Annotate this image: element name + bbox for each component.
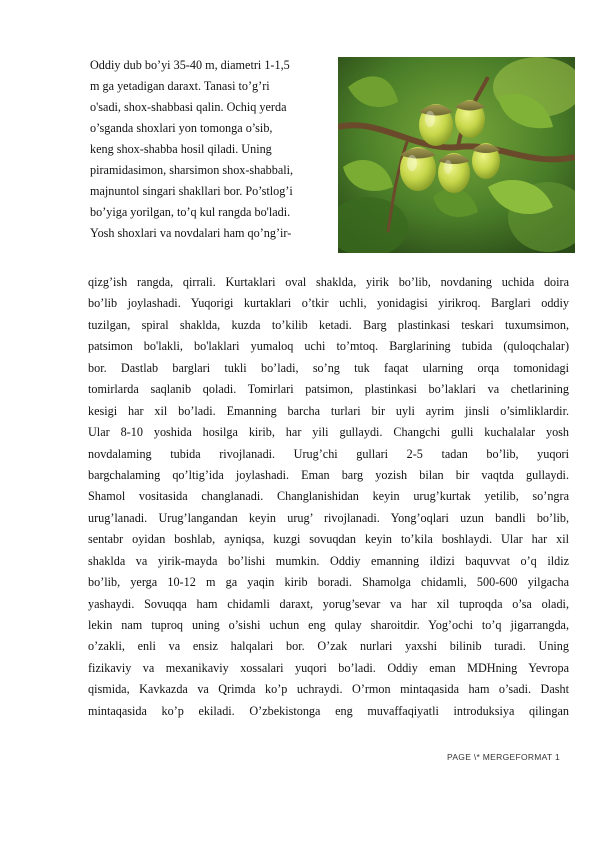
intro-line: bo’yiga yorilgan, to’q kul rangda bo'ladi. — [90, 204, 291, 219]
intro-line: Yosh shoxlari va novdalari ham qo’ng’ir- — [90, 225, 292, 240]
body-line: sentabr oyidan boshlab, ayniqsa, kuzgi sovuqdan keyin to’kila boshlaydi. Ular har xil — [88, 532, 569, 547]
intro-line: piramidasimon, sharsimon shox-shabbali, — [90, 162, 294, 177]
body-line: tomirlarda saqlanib qoladi. Tomirlari patsimon, plastinkasi bo’laklari va chetlarining — [88, 382, 569, 397]
body-line: bo’lib, yerga 10-12 m ga yaqin kirib boradi. Shamolga chidamli, 500-600 yilgacha — [88, 575, 569, 590]
body-line: novdalaming tubida rivojlanadi. Urug’chi gullari 2-5 tadan bo’lib, yuqori — [88, 446, 569, 461]
intro-text-block — [90, 56, 330, 245]
body-line: qizg’ish rangda, qirrali. Kurtaklari oval shaklda, yirik bo’lib, novdaning uchida doira — [88, 275, 569, 289]
body-line: tuzilgan, spiral shaklda, kuzda to’kilib ketadi. Barg plastinkasi teskari tuxumsimon, — [88, 317, 569, 332]
body-line: patsimon bo'lakli, bo'laklari yumaloq uchi to’mtoq. Barglarining tubida (quloqchalar) — [88, 339, 569, 354]
body-line: o’zakli, enli va ensiz halqalari bor. O’zak nurlari yaxshi bilinib turadi. Uning — [88, 639, 569, 654]
intro-line: o’sganda shoxlari yon tomonga o’sib, — [90, 120, 273, 135]
body-text-block — [88, 273, 569, 723]
body-line: shaklda va yirik-mayda bo’lishi mumkin. Oddiy emanning ildizi baquvvat o’q ildiz — [88, 553, 569, 568]
body-line: qismida, Kavkazda va Qrimda ko’p uchraydi. O’rmon mintaqasida ham o’sadi. Dasht — [88, 682, 569, 697]
body-line: kesigi har xil bo’ladi. Emanning barcha turlari bir uyli ayrim jinsli o’simliklardir. — [88, 403, 569, 418]
body-line: fizikaviy va mexanikaviy xossalari yuqori bo’ladi. Oddiy eman MDHning Yevropa — [88, 660, 569, 675]
body-line: bo’lib joylashadi. Yuqorigi kurtaklari o’tkir uchli, yonidagisi yirikroq. Barglari oddiy — [88, 296, 569, 311]
intro-line: m ga yetadigan daraxt. Tanasi to’g’ri — [90, 78, 270, 93]
oak-acorns-photo — [338, 57, 575, 253]
oak-acorns-illustration — [338, 57, 575, 253]
intro-line: majnuntol singari shakllari bor. Po’stlog’i — [90, 183, 293, 198]
body-line: lekin nam tuproq uning o’sishi uchun eng qulay sharoitdir. Yog’ochi to’q jigarrangda, — [88, 618, 569, 632]
body-line: urug’lanadi. Urug’langandan keyin urug’ rivojlanadi. Yong’oqlari uzun bandli bo’lib, — [88, 510, 569, 525]
body-line: mintaqasida ko’p ekiladi. O’zbekistonga eng muvaffaqiyatli introduksiya qilingan — [88, 703, 569, 718]
intro-line: o'sadi, shox-shabbasi qalin. Ochiq yerda — [90, 99, 287, 114]
intro-line: keng shox-shabba hosil qiladi. Uning — [90, 141, 272, 156]
page-field-footer: PAGE \* MERGEFORMAT 1 — [447, 752, 561, 762]
body-line: yashaydi. Sovuqqa ham chidamli daraxt, yorug’sevar va har xil tuproqda o’sa oladi, — [88, 596, 569, 611]
intro-line: Oddiy dub bo’yi 35-40 m, diametri 1-1,5 — [90, 58, 290, 72]
body-line: bor. Dastlab barglari tukli bo’ladi, so’ng tuk faqat ularning orqa tomonidagi — [88, 360, 569, 375]
body-line: bargchalaming qo’ltig’ida joylashadi. Eman barg yozish bilan bir vaqtda gullaydi. — [88, 467, 569, 482]
body-line: Ular 8-10 yoshida hosilga kirib, har yili gullaydi. Changchi gulli kuchalalar yosh — [88, 425, 569, 440]
body-line: Shamol vositasida changlanadi. Changlanishidan keyin urug’kurtak yetilib, so’ngra — [88, 489, 569, 504]
